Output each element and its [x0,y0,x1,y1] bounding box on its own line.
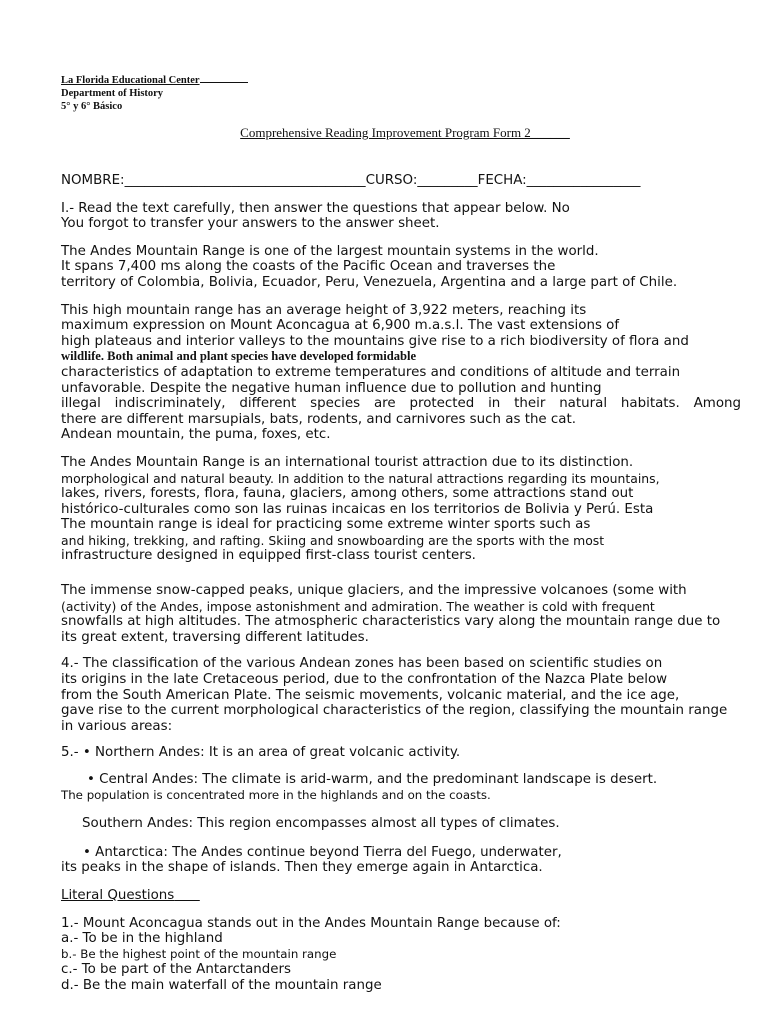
text-line: high plateaus and interior valleys to the mountains give rise to a rich biodiversity of flora and [61,333,689,349]
text-line: its origins in the late Cretaceous period, due to the confrontation of the Nazca Plate below [61,672,668,688]
text-line: The mountain range is ideal for practicing some extreme winter sports such as [61,517,591,533]
paragraph-4 [61,583,741,645]
school-name: La Florida Educational Center [61,72,741,87]
zone-southern: Southern Andes: This region encompasses almost all types of climates. [82,816,560,832]
text-line: and hiking, trekking, and rafting. Skiing and snowboarding are the sports with the most [61,532,605,548]
text-line: This high mountain range has an average height of 3,922 meters, reaching its [61,302,587,318]
instruction-line: You forgot to transfer your answers to the answer sheet. [61,216,440,232]
text-line: maximum expression on Mount Aconcagua at 6,900 m.a.s.l. The vast extensions of [61,318,620,334]
grade: 5° y 6° Básico [61,101,123,112]
text-line: histórico-culturales como son las ruinas incaicas en los territorios de Bolivia y Perú. Esta [61,501,654,517]
text-line: unfavorable. Despite the negative human influence due to pollution and hunting [61,380,602,396]
text-line: its great extent, traversing different latitudes. [61,629,369,645]
text-line: snowfalls at high altitudes. The atmospheric characteristics vary along the mountain range due to [61,614,721,630]
zone-antarctica [61,845,741,876]
text-line: The Andes Mountain Range is an international tourist attraction due to its distinction. [61,454,634,470]
text-line: gave rise to the current morphological characteristics of the region, classifying the mountain range [61,703,728,719]
school-fill [200,72,248,83]
paragraph-5 [61,656,741,734]
instruction-line: I.- Read the text carefully, then answer the questions that appear below. No [61,200,570,216]
text-line: there are different marsupials, bats, rodents, and carnivores such as the cat. [61,411,576,427]
text-line: • Central Andes: The climate is arid-warm, and the predominant landscape is desert. [87,772,658,787]
text-line: • Antarctica: The Andes continue beyond Tierra del Fuego, underwater, [83,844,562,860]
text-line: morphological and natural beauty. In addition to the natural attractions regarding its mountains, [61,470,660,486]
paragraph-3 [61,455,741,564]
form-line: NOMBRE:____________________________________CURSO:_________FECHA:_________________ [61,173,641,188]
question-text: 1.- Mount Aconcagua stands out in the Andes Mountain Range because of: [61,915,561,931]
department: Department of History [61,88,164,99]
text-line: The Andes Mountain Range is one of the largest mountain systems in the world. [61,243,599,259]
instructions [61,201,741,232]
page-title: Comprehensive Reading Improvement Program Form 2______ [240,125,570,140]
text-line: Andean mountain, the puma, foxes, etc. [61,427,331,443]
document-body [61,72,741,994]
text-line: from the South American Plate. The seismic movements, volcanic material, and the ice age, [61,687,680,703]
text-line: 4.- The classification of the various Andean zones has been based on scientific studies on [61,656,663,672]
section-heading: Literal Questions [61,887,175,903]
option-a: a.- To be in the highland [61,931,223,947]
question-1 [61,916,741,994]
text-line: in various areas: [61,718,173,734]
option-d: d.- Be the main waterfall of the mountain range [61,977,382,993]
text-line: It spans 7,400 ms along the coasts of the Pacific Ocean and traverses the [61,259,556,275]
zone-northern: 5.- • Northern Andes: It is an area of great volcanic activity. [61,745,461,761]
option-b: b.- Be the highest point of the mountain range [61,946,337,961]
text-line: infrastructure designed in equipped first-class tourist centers. [61,548,476,564]
text-line: lakes, rivers, forests, flora, fauna, glaciers, among others, some attractions stand out [61,486,634,502]
paragraph-1 [61,244,741,291]
text-line: The population is concentrated more in the highlands and on the coasts. [61,787,491,802]
text-line: illegal indiscriminately, different species are protected in their natural habitats. Among [61,396,741,412]
paragraph-2 [61,303,741,443]
option-c: c.- To be part of the Antarctanders [61,962,292,978]
text-line: wildlife. Both animal and plant species have developed formidable [61,349,417,364]
text-line: its peaks in the shape of islands. Then they emerge again in Antarctica. [61,860,543,876]
text-line: territory of Colombia, Bolivia, Ecuador, Peru, Venezuela, Argentina and a large part of Chile. [61,274,678,290]
text-line: characteristics of adaptation to extreme temperatures and conditions of altitude and terrain [61,364,681,380]
text-line: The immense snow-capped peaks, unique glaciers, and the impressive volcanoes (some with [61,583,687,599]
text-line: (activity) of the Andes, impose astonishment and admiration. The weather is cold with frequent [61,598,655,614]
zone-central [61,772,741,803]
